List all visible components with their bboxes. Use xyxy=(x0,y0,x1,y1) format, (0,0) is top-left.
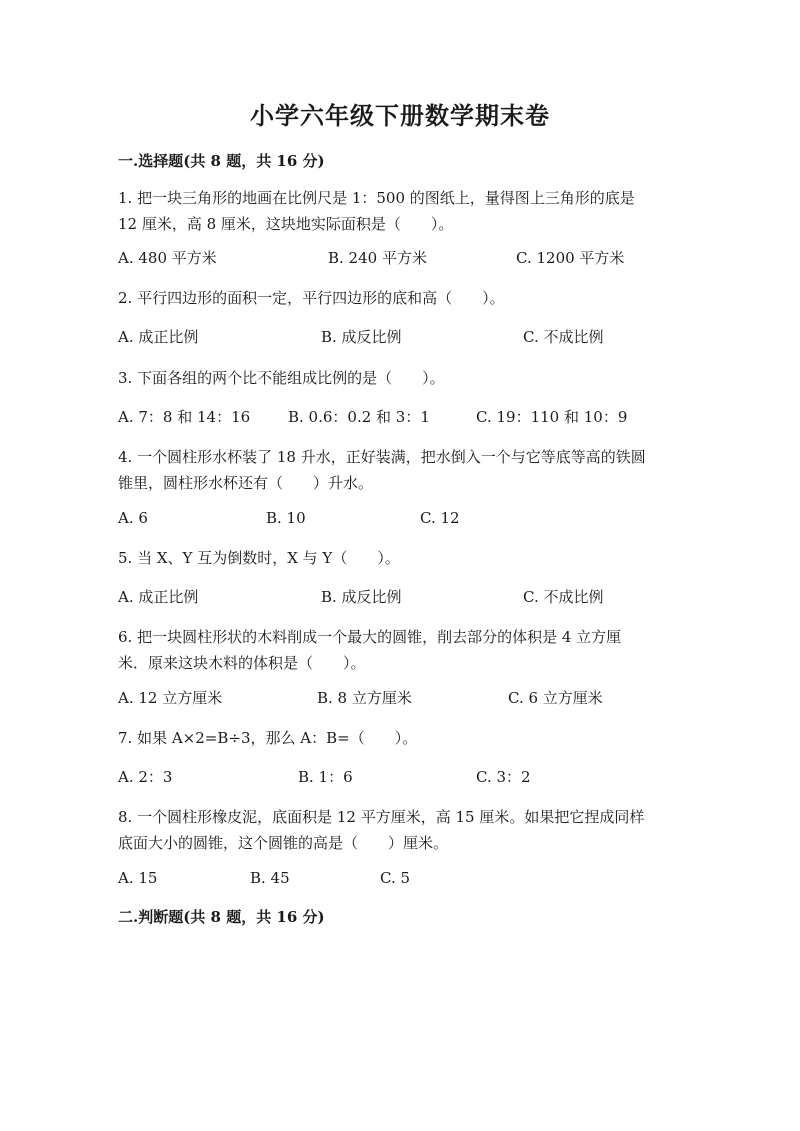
question-5-line-1: 5. 当 X、Y 互为倒数时，X 与 Y（ ）。 xyxy=(118,549,400,567)
option-a: A. 6 xyxy=(118,509,148,527)
question-7-line-1: 7. 如果 A×2=B÷3，那么 A：B=（ ）。 xyxy=(118,729,418,747)
question-6-line-2: 米．原来这块木料的体积是（ ）。 xyxy=(118,654,366,672)
option-c: C. 5 xyxy=(380,869,411,887)
question-8 xyxy=(118,804,688,856)
option-c: C. 1200 平方米 xyxy=(516,249,625,267)
option-b: B. 45 xyxy=(250,869,290,887)
option-b: B. 8 立方厘米 xyxy=(317,689,412,707)
question-4 xyxy=(118,444,688,496)
section-heading-choice: 一.选择题(共 8 题，共 16 分) xyxy=(118,152,325,170)
question-4-line-2: 锥里，圆柱形水杯还有（ ）升水。 xyxy=(118,474,374,492)
section-heading-judgement: 二.判断题(共 8 题，共 16 分) xyxy=(118,908,325,926)
option-c: C. 不成比例 xyxy=(523,588,604,606)
option-a: A. 480 平方米 xyxy=(118,249,217,267)
option-a: A. 7：8 和 14：16 xyxy=(118,408,251,426)
option-c: C. 12 xyxy=(420,509,460,527)
question-7 xyxy=(118,725,688,751)
question-2 xyxy=(118,285,688,311)
question-8-line-1: 8. 一个圆柱形橡皮泥，底面积是 12 平方厘米，高 15 厘米。如果把它捏成同样 xyxy=(118,808,645,826)
question-5 xyxy=(118,545,688,571)
question-2-line-1: 2. 平行四边形的面积一定，平行四边形的底和高（ ）。 xyxy=(118,289,505,307)
option-b: B. 1：6 xyxy=(298,768,353,786)
option-c: C. 19：110 和 10：9 xyxy=(476,408,628,426)
question-3-line-1: 3. 下面各组的两个比不能组成比例的是（ ）。 xyxy=(118,369,445,387)
option-b: B. 成反比例 xyxy=(321,588,402,606)
question-8-line-2: 底面大小的圆锥，这个圆锥的高是（ ）厘米。 xyxy=(118,834,449,852)
question-1 xyxy=(118,185,688,237)
option-a: A. 2：3 xyxy=(118,768,173,786)
option-b: B. 成反比例 xyxy=(321,328,402,346)
question-6 xyxy=(118,624,688,676)
option-c: C. 3：2 xyxy=(476,768,531,786)
page-title: 小学六年级下册数学期末卷 xyxy=(250,101,550,130)
question-6-line-1: 6. 把一块圆柱形状的木料削成一个最大的圆锥，削去部分的体积是 4 立方厘 xyxy=(118,628,622,646)
option-a: A. 12 立方厘米 xyxy=(118,689,223,707)
option-b: B. 0.6：0.2 和 3：1 xyxy=(288,408,430,426)
option-b: B. 240 平方米 xyxy=(328,249,427,267)
option-b: B. 10 xyxy=(266,509,306,527)
question-4-line-1: 4. 一个圆柱形水杯装了 18 升水，正好装满，把水倒入一个与它等底等高的铁圆 xyxy=(118,448,646,466)
option-c: C. 6 立方厘米 xyxy=(508,689,603,707)
option-a: A. 成正比例 xyxy=(118,328,199,346)
option-a: A. 成正比例 xyxy=(118,588,199,606)
option-a: A. 15 xyxy=(118,869,158,887)
question-1-line-1: 1. 把一块三角形的地画在比例尺是 1：500 的图纸上，量得图上三角形的底是 xyxy=(118,189,635,207)
option-c: C. 不成比例 xyxy=(523,328,604,346)
question-3 xyxy=(118,365,688,391)
question-1-line-2: 12 厘米，高 8 厘米，这块地实际面积是（ ）。 xyxy=(118,215,454,233)
